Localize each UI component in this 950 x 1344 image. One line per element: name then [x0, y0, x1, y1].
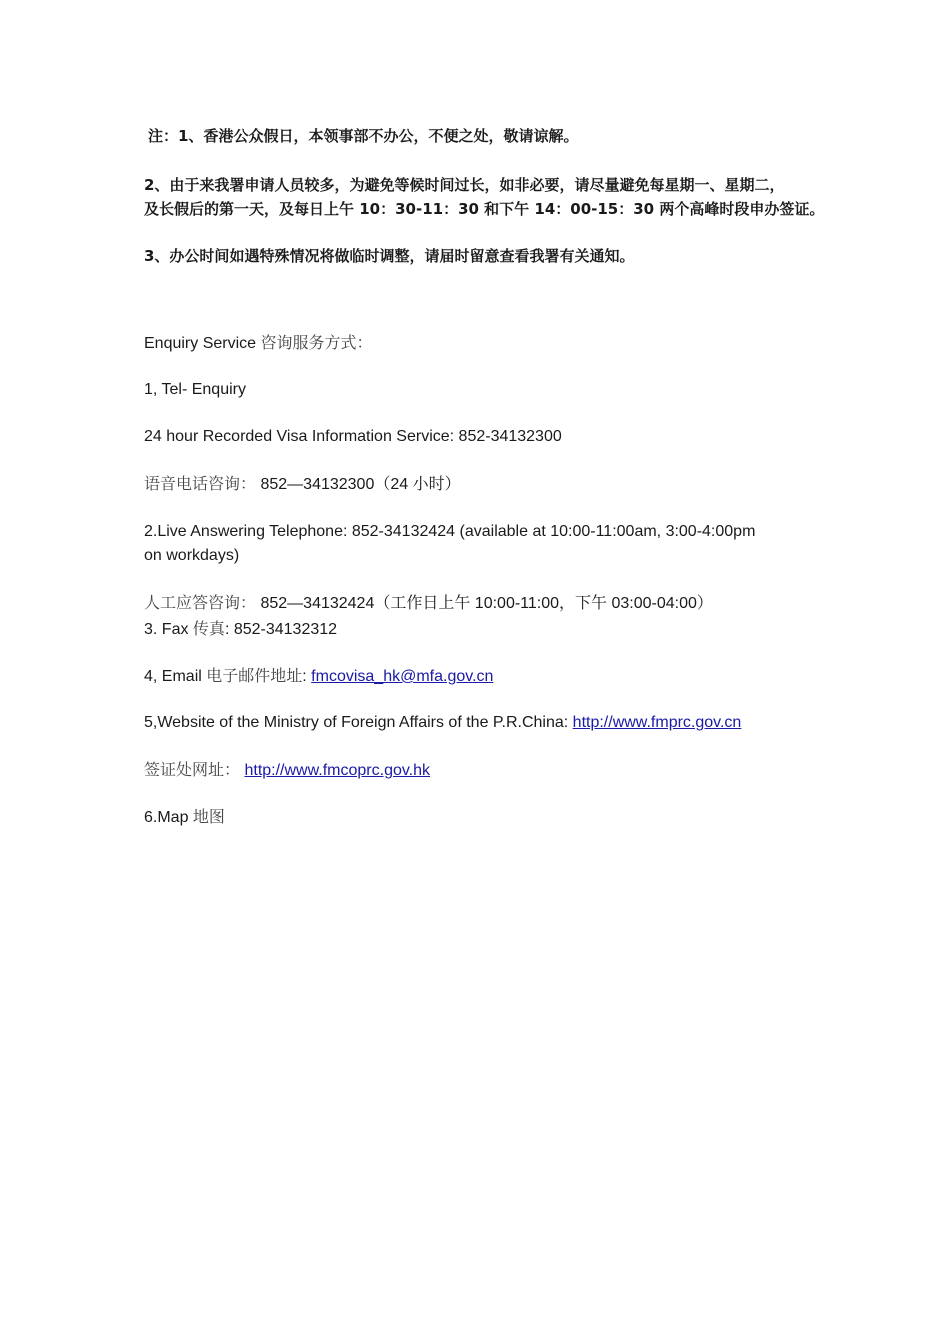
fax-value: : 852-34132312 [224, 621, 338, 638]
note-2-line-2: 及长假后的第一天，及每日上午 10：30-11：30 和下午 14：00-15：30 两个高峰时段申办签证。 [144, 200, 825, 218]
email-line [144, 664, 493, 689]
recorded-cn-label: 语音电话咨询： [144, 474, 257, 493]
enquiry-heading [144, 331, 373, 356]
live-answer-cn [144, 591, 713, 616]
map-line [144, 805, 225, 830]
note-3: 3、办公时间如遇特殊情况将做临时调整，请届时留意查看我署有关通知。 [144, 247, 635, 265]
visa-site-link[interactable]: http://www.fmcoprc.gov.hk [244, 762, 431, 779]
recorded-cn-value: 852—34132300（24 小时） [260, 476, 461, 493]
map-cn: 地图 [192, 807, 225, 826]
email-link[interactable]: fmcovisa_hk@mfa.gov.cn [311, 668, 494, 685]
tel-enquiry-title: 1, Tel- Enquiry [144, 381, 246, 398]
fax-line [144, 617, 337, 642]
note-2-line-1: 2、由于来我署申请人员较多，为避免等候时间过长，如非必要，请尽量避免每星期一、星期二， [144, 176, 785, 194]
enquiry-heading-en: Enquiry Service [144, 335, 257, 352]
email-colon: : [302, 668, 307, 685]
website-text: 5,Website of the Ministry of Foreign Affairs of the P.R.China: [144, 714, 569, 731]
recorded-service-cn [144, 472, 461, 497]
website-line [144, 711, 741, 735]
live-answer-en-line-2: on workdays) [144, 547, 240, 564]
mfa-website-link[interactable]: http://www.fmprc.gov.cn [572, 714, 742, 731]
map-prefix: 6.Map [144, 809, 189, 826]
email-prefix: 4, Email [144, 668, 202, 685]
recorded-service-en: 24 hour Recorded Visa Information Service: 852-34132300 [144, 428, 562, 445]
enquiry-heading-cn: 咨询服务方式： [260, 333, 373, 352]
visa-site-line [144, 758, 430, 783]
email-cn: 电子邮件地址 [206, 666, 303, 685]
live-cn-label: 人工应答咨询： [144, 593, 257, 612]
live-cn-value: 852—34132424（工作日上午 10:00-11:00，下午 03:00-04:00） [260, 595, 713, 612]
note-1: 注：1、香港公众假日，本领事部不办公，不便之处，敬请谅解。 [148, 127, 579, 145]
visa-site-label: 签证处网址： [144, 760, 241, 779]
fax-prefix: 3. Fax [144, 621, 189, 638]
live-answer-en-line-1: 2.Live Answering Telephone: 852-34132424 (available at 10:00-11:00am, 3:00-4:00pm [144, 523, 756, 540]
fax-cn: 传真 [192, 619, 225, 638]
